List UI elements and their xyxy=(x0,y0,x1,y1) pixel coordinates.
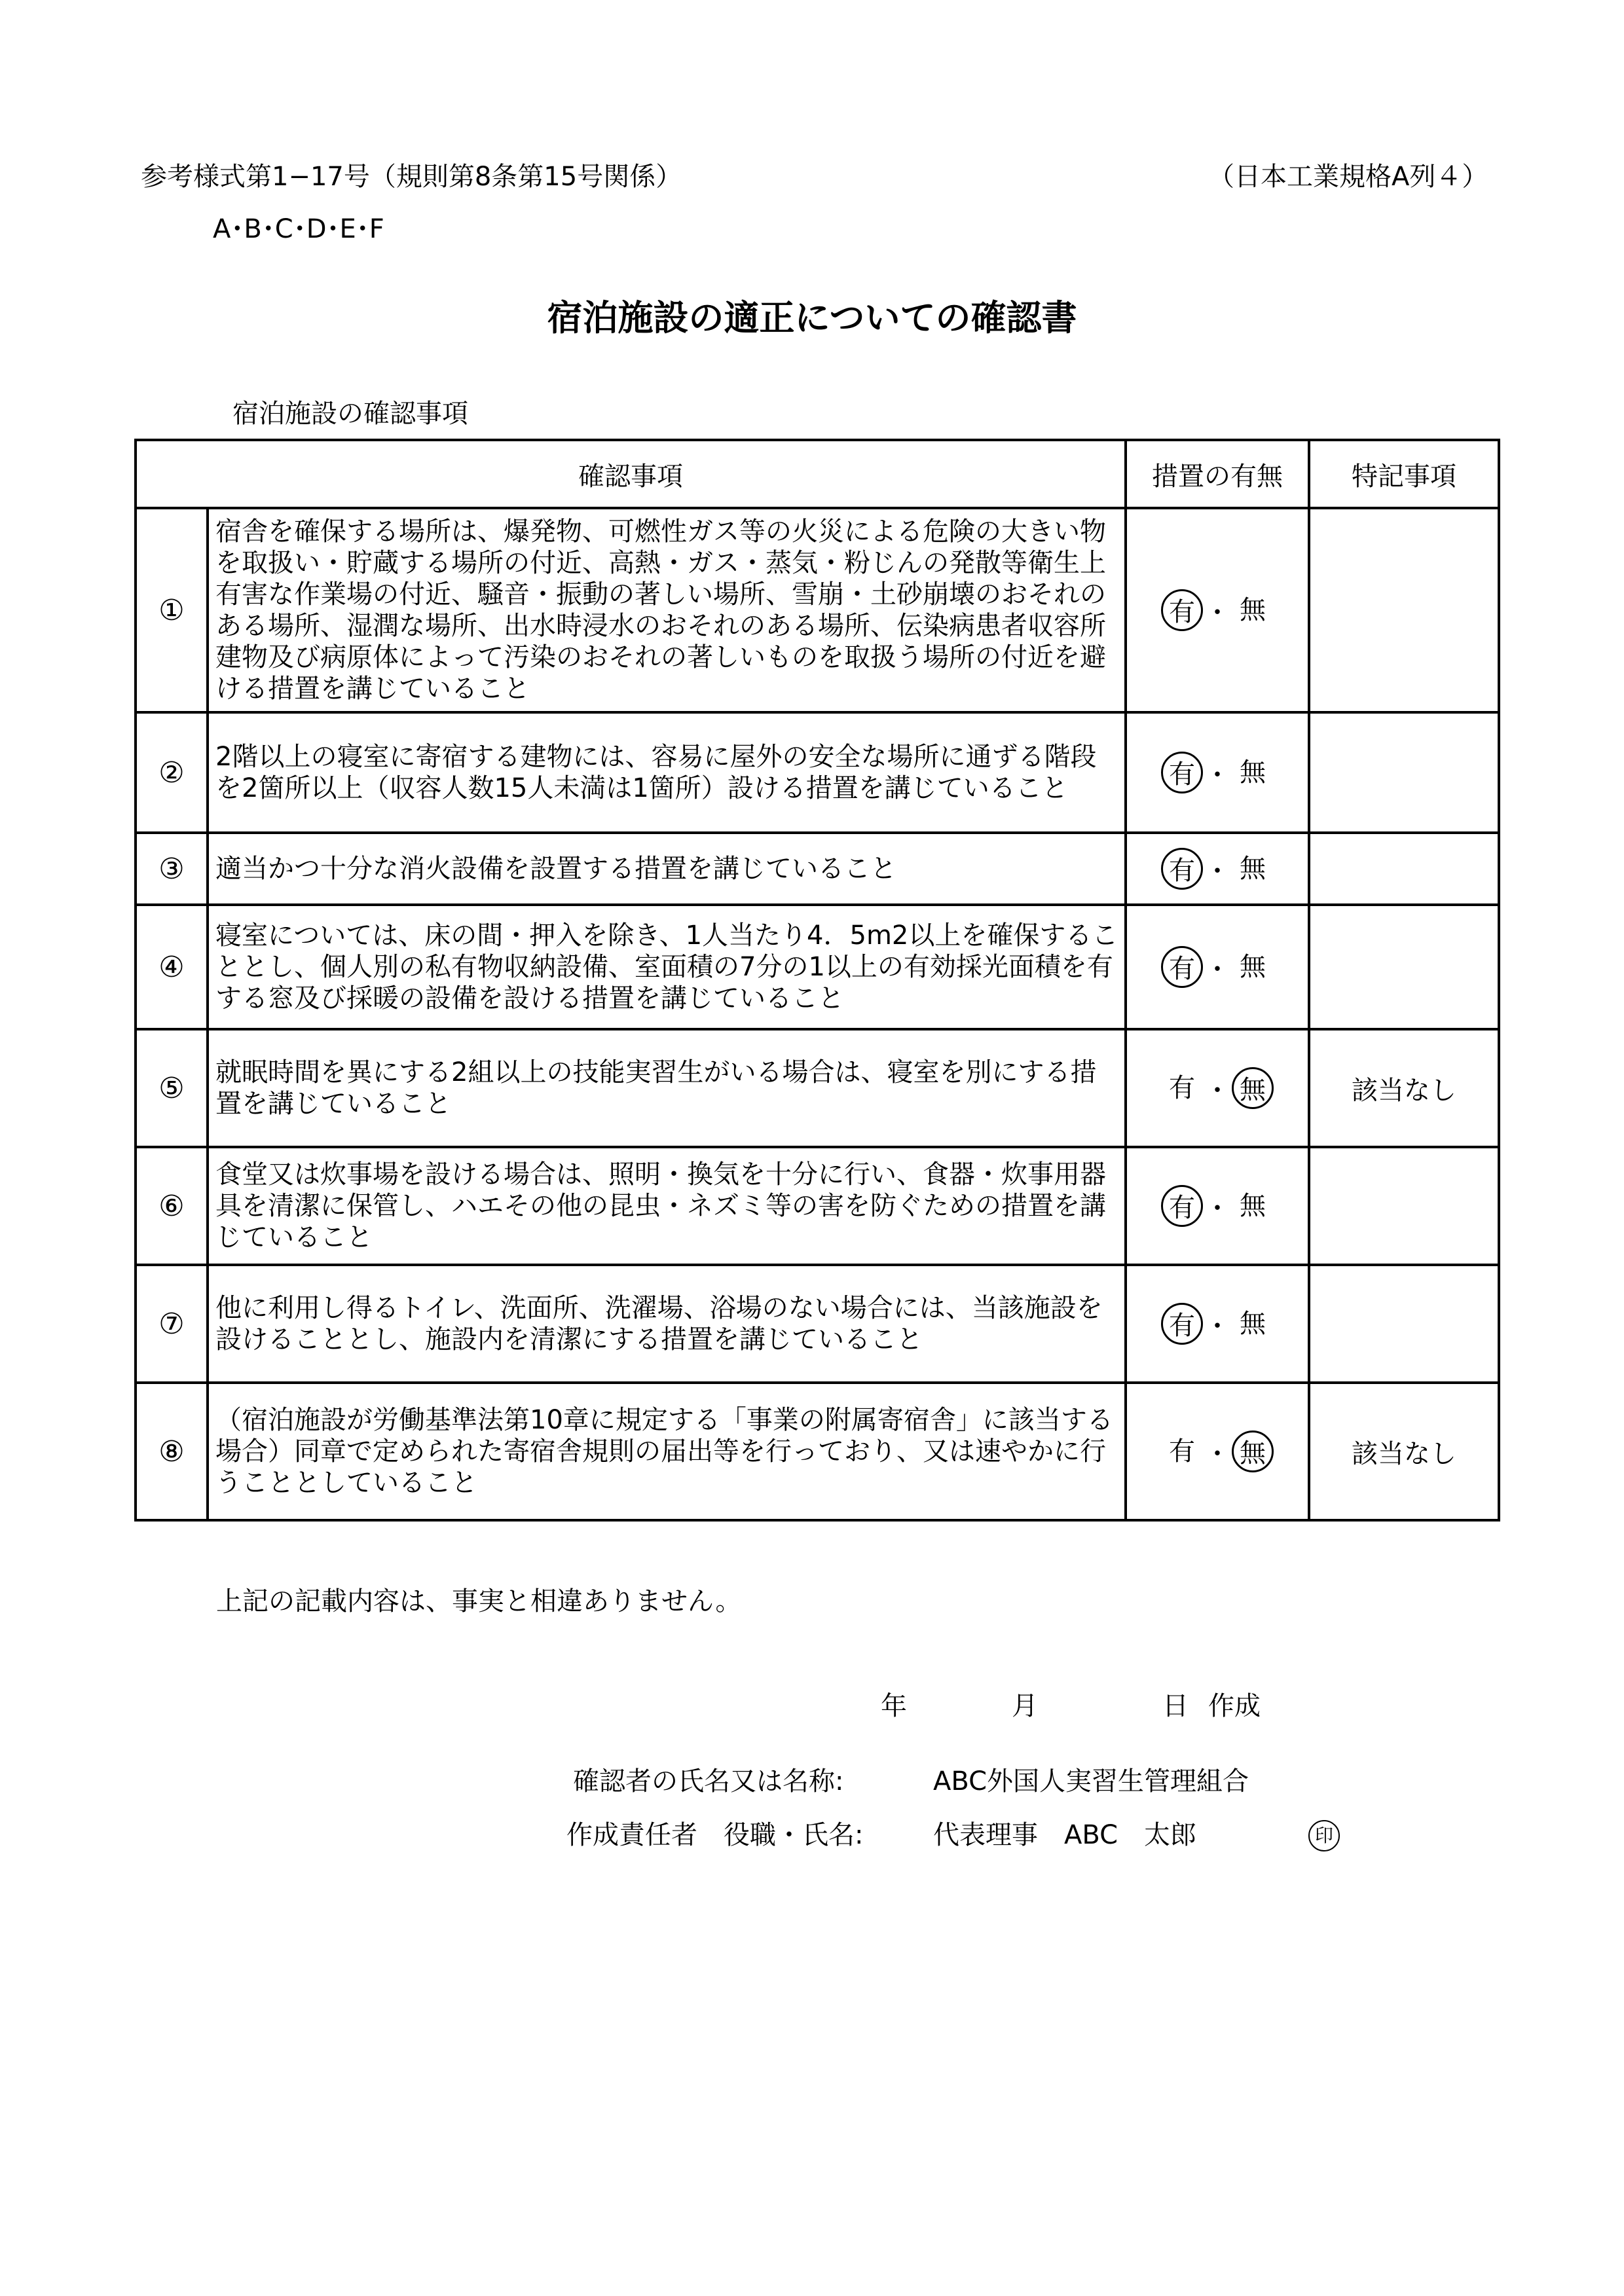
measure-selection xyxy=(1126,712,1309,833)
date-day-label: 日 xyxy=(1162,1691,1189,1721)
declaration-text: 上記の記載内容は、事実と相違ありません。 xyxy=(216,1586,742,1616)
row-description: （宿泊施設が労働基準法第10章に規定する「事業の附属寄宿舎」に該当する場合）同章で定められた寄宿舎規則の届出等を行っており、又は速やかに行うこととしていること xyxy=(208,1383,1126,1520)
option-no: 無 xyxy=(1240,1191,1266,1221)
row-number: ④ xyxy=(136,905,208,1029)
row-number: ⑥ xyxy=(136,1147,208,1265)
table-row xyxy=(136,508,1499,712)
option-separator: ・ xyxy=(1204,1075,1230,1106)
confirmer-label: 確認者の氏名又は名称: xyxy=(573,1766,844,1796)
date-month-label: 月 xyxy=(1012,1691,1038,1721)
row-note xyxy=(1309,1265,1499,1383)
seal-icon: 印 xyxy=(1308,1820,1340,1851)
section-heading: 宿泊施設の確認事項 xyxy=(232,399,468,429)
confirmer-name: ABC外国人実習生管理組合 xyxy=(933,1766,1249,1796)
date-year-label: 年 xyxy=(881,1691,907,1721)
row-description: 適当かつ十分な消火設備を設置する措置を講じていること xyxy=(208,833,1126,905)
column-header-items: 確認事項 xyxy=(136,440,1126,508)
option-separator: ・ xyxy=(1204,597,1230,628)
row-description: 2階以上の寝室に寄宿する建物には、容易に屋外の安全な場所に通ずる階段を2箇所以上（収容人数15人未満は1箇所）設ける措置を講じていること xyxy=(208,712,1126,833)
option-separator: ・ xyxy=(1204,856,1230,886)
measure-selection xyxy=(1126,905,1309,1029)
table-row xyxy=(136,905,1499,1029)
paper-size: （日本工業規格A列４） xyxy=(1208,162,1488,192)
table-row xyxy=(136,1147,1499,1265)
row-number: ⑤ xyxy=(136,1029,208,1147)
option-yes-circled: 有 xyxy=(1161,752,1203,793)
option-no-circled: 無 xyxy=(1232,1430,1274,1472)
option-no: 無 xyxy=(1240,595,1266,625)
row-number: ③ xyxy=(136,833,208,905)
measure-selection xyxy=(1126,1265,1309,1383)
responsible-name: 代表理事 ABC 太郎 xyxy=(933,1820,1197,1850)
measure-selection xyxy=(1126,1147,1309,1265)
row-note xyxy=(1309,905,1499,1029)
option-yes: 有 xyxy=(1169,1073,1195,1103)
table-row xyxy=(136,712,1499,833)
column-header-measures: 措置の有無 xyxy=(1126,440,1309,508)
confirmation-table xyxy=(134,439,1500,1522)
table-row xyxy=(136,833,1499,905)
option-yes-circled: 有 xyxy=(1161,848,1203,890)
option-no: 無 xyxy=(1240,757,1266,788)
row-description: 他に利用し得るトイレ、洗面所、洗濯場、浴場のない場合には、当該施設を設けることとし、施設内を清潔にする措置を講じていること xyxy=(208,1265,1126,1383)
option-no: 無 xyxy=(1240,1309,1266,1339)
row-number: ⑦ xyxy=(136,1265,208,1383)
document-title: 宿泊施設の適正についての確認書 xyxy=(547,297,1077,338)
measure-selection xyxy=(1126,833,1309,905)
row-description: 寝室については、床の間・押入を除き、1人当たり4．5m2以上を確保することとし、個人別の私有物収納設備、室面積の7分の1以上の有効採光面積を有する窓及び採暖の設備を設ける措置を講じていること xyxy=(208,905,1126,1029)
row-note xyxy=(1309,1147,1499,1265)
option-separator: ・ xyxy=(1204,954,1230,985)
option-no: 無 xyxy=(1240,952,1266,982)
option-separator: ・ xyxy=(1204,1438,1230,1469)
option-separator: ・ xyxy=(1204,1193,1230,1224)
row-description: 宿舎を確保する場所は、爆発物、可燃性ガス等の火災による危険の大きい物を取扱い・貯蔵する場所の付近、高熱・ガス・蒸気・粉じんの発散等衛生上有害な作業場の付近、騒音・振動の著しい場所、雪崩・土砂崩壊のおそれのある場所、湿潤な場所、出水時浸水のおそれのある場所、伝染病患者収容所建物及び病原体によって汚染のおそれの著しいものを取扱う場所の付近を避ける措置を講じていること xyxy=(208,508,1126,712)
measure-selection xyxy=(1126,1383,1309,1520)
option-separator: ・ xyxy=(1204,759,1230,790)
option-yes-circled: 有 xyxy=(1161,1303,1203,1345)
row-number: ② xyxy=(136,712,208,833)
option-separator: ・ xyxy=(1204,1311,1230,1341)
option-no-circled: 無 xyxy=(1232,1067,1274,1109)
category-codes: A･B･C･D･E･F xyxy=(213,214,384,244)
table-row xyxy=(136,1383,1499,1520)
row-note: 該当なし xyxy=(1309,1383,1499,1520)
row-note: 該当なし xyxy=(1309,1029,1499,1147)
option-yes-circled: 有 xyxy=(1161,589,1203,631)
row-note xyxy=(1309,712,1499,833)
measure-selection xyxy=(1126,508,1309,712)
option-yes: 有 xyxy=(1169,1436,1195,1467)
row-description: 食堂又は炊事場を設ける場合は、照明・換気を十分に行い、食器・炊事用器具を清潔に保管し、ハエその他の昆虫・ネズミ等の害を防ぐための措置を講じていること xyxy=(208,1147,1126,1265)
table-header-row xyxy=(136,440,1499,508)
option-yes-circled: 有 xyxy=(1161,1185,1203,1227)
option-yes-circled: 有 xyxy=(1161,946,1203,988)
option-no: 無 xyxy=(1240,854,1266,884)
form-number: 参考様式第1−17号（規則第8条第15号関係） xyxy=(141,162,682,192)
row-number: ⑧ xyxy=(136,1383,208,1520)
responsible-label: 作成責任者 役職・氏名: xyxy=(566,1820,864,1850)
row-note xyxy=(1309,508,1499,712)
row-description: 就眠時間を異にする2組以上の技能実習生がいる場合は、寝室を別にする措置を講じていること xyxy=(208,1029,1126,1147)
column-header-notes: 特記事項 xyxy=(1309,440,1499,508)
measure-selection xyxy=(1126,1029,1309,1147)
table-row xyxy=(136,1265,1499,1383)
date-created-label: 作成 xyxy=(1208,1691,1261,1721)
table-row xyxy=(136,1029,1499,1147)
seal-mark xyxy=(1308,1820,1340,1851)
row-note xyxy=(1309,833,1499,905)
row-number: ① xyxy=(136,508,208,712)
